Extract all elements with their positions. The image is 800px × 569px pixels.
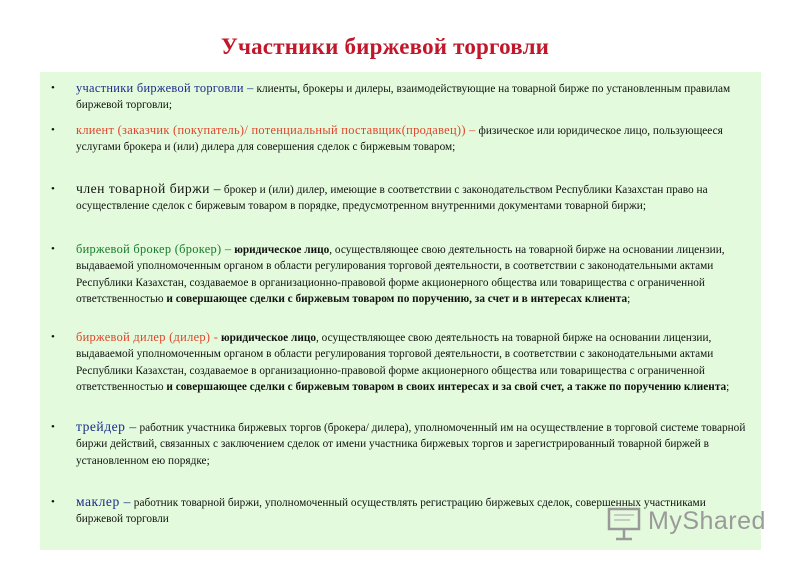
list-item-dealer — [51, 329, 748, 395]
list-item-trader — [51, 419, 748, 469]
definition-text: клиенты, брокеры и дилеры, взаимодействующие на товарной бирже по установленным правилам биржевой торговли; — [76, 83, 731, 112]
bold-text: юридическое лицо — [231, 244, 330, 256]
list-item-broker — [51, 241, 748, 307]
bullet: • — [51, 124, 55, 136]
definition-end: ; — [726, 380, 730, 393]
bold-text: и совершающее сделки с биржевым товаром в своих интересах и за свой счет, а также по поручению клиента — [163, 380, 727, 393]
list-item-exchange-member — [51, 181, 748, 215]
term-label: участники биржевой торговли – — [76, 81, 254, 95]
list-item-participants — [51, 80, 748, 114]
definition-text: брокер и (или) дилер, имеющие в соответствии с законодательством Республики Казахстан право на осуществление сделок с биржевым товаром в порядке, предусмотренном внутренними документами товарной биржи; — [76, 184, 708, 213]
list-item-client — [51, 122, 748, 156]
definition-text: , осуществляющее свою деятельность на товарной бирже на основании лицензии, выдаваемой уполномоченным органом в области регулирования торговой деятельности, в соответствии с законодательными актами Республики Казахстан, создаваемое в организационно-правовой форме акционерного общества или товарищества с ограниченной ответственностью — [76, 332, 714, 393]
bullet: • — [51, 82, 55, 94]
bullet: • — [51, 183, 55, 195]
watermark-logo — [606, 505, 766, 543]
definitions-list — [40, 72, 761, 550]
bullet: • — [51, 331, 55, 343]
bullet: • — [51, 496, 55, 508]
term-label: клиент (заказчик (покупатель)/ потенциальный поставщик(продавец)) – — [76, 123, 476, 137]
term-label: трейдер – — [76, 419, 137, 434]
definition-text: , осуществляющее свою деятельность на товарной бирже на основании лицензии, выдаваемой уполномоченным органом в области регулирования торговой деятельности, в соответствии с законодательными актами Республики Казахстан, создаваемое в организационно-правовой форме акционерного общества или товарищества с ограниченной ответственностью — [76, 244, 725, 305]
term-label: биржевой дилер (дилер) - — [76, 330, 219, 344]
bold-text: юридическое лицо — [218, 332, 316, 344]
bold-text: и совершающее сделки с биржевым товаром по поручению, за счет и в интересах клиента — [163, 292, 628, 305]
watermark-brand: MyShared — [648, 507, 766, 535]
definition-text: работник участника биржевых торгов (брокера/ дилера), уполномоченный им на осуществление в торговой системе товарной биржи действий, связанных с заключением сделок от имени участника биржевых торгов и зарегистрированный товарной биржей в установленном ею порядке; — [76, 422, 746, 467]
definition-text: физическое или юридическое лицо, пользующееся услугами брокера и (или) дилера для совершения сделок с биржевым товаром; — [76, 125, 723, 154]
definition-end: ; — [627, 292, 631, 305]
term-label: биржевой брокер (брокер) – — [76, 242, 232, 256]
bullet: • — [51, 421, 55, 433]
definition-text: работник товарной биржи, уполномоченный осуществлять регистрацию биржевых сделок, совершенных участниками биржевой торговли — [76, 497, 706, 526]
presentation-board-icon — [606, 505, 646, 543]
page-title: Участники биржевой торговли — [220, 34, 550, 59]
bullet: • — [51, 243, 55, 255]
term-label: член товарной биржи – — [76, 181, 222, 196]
term-label: маклер – — [76, 494, 131, 509]
